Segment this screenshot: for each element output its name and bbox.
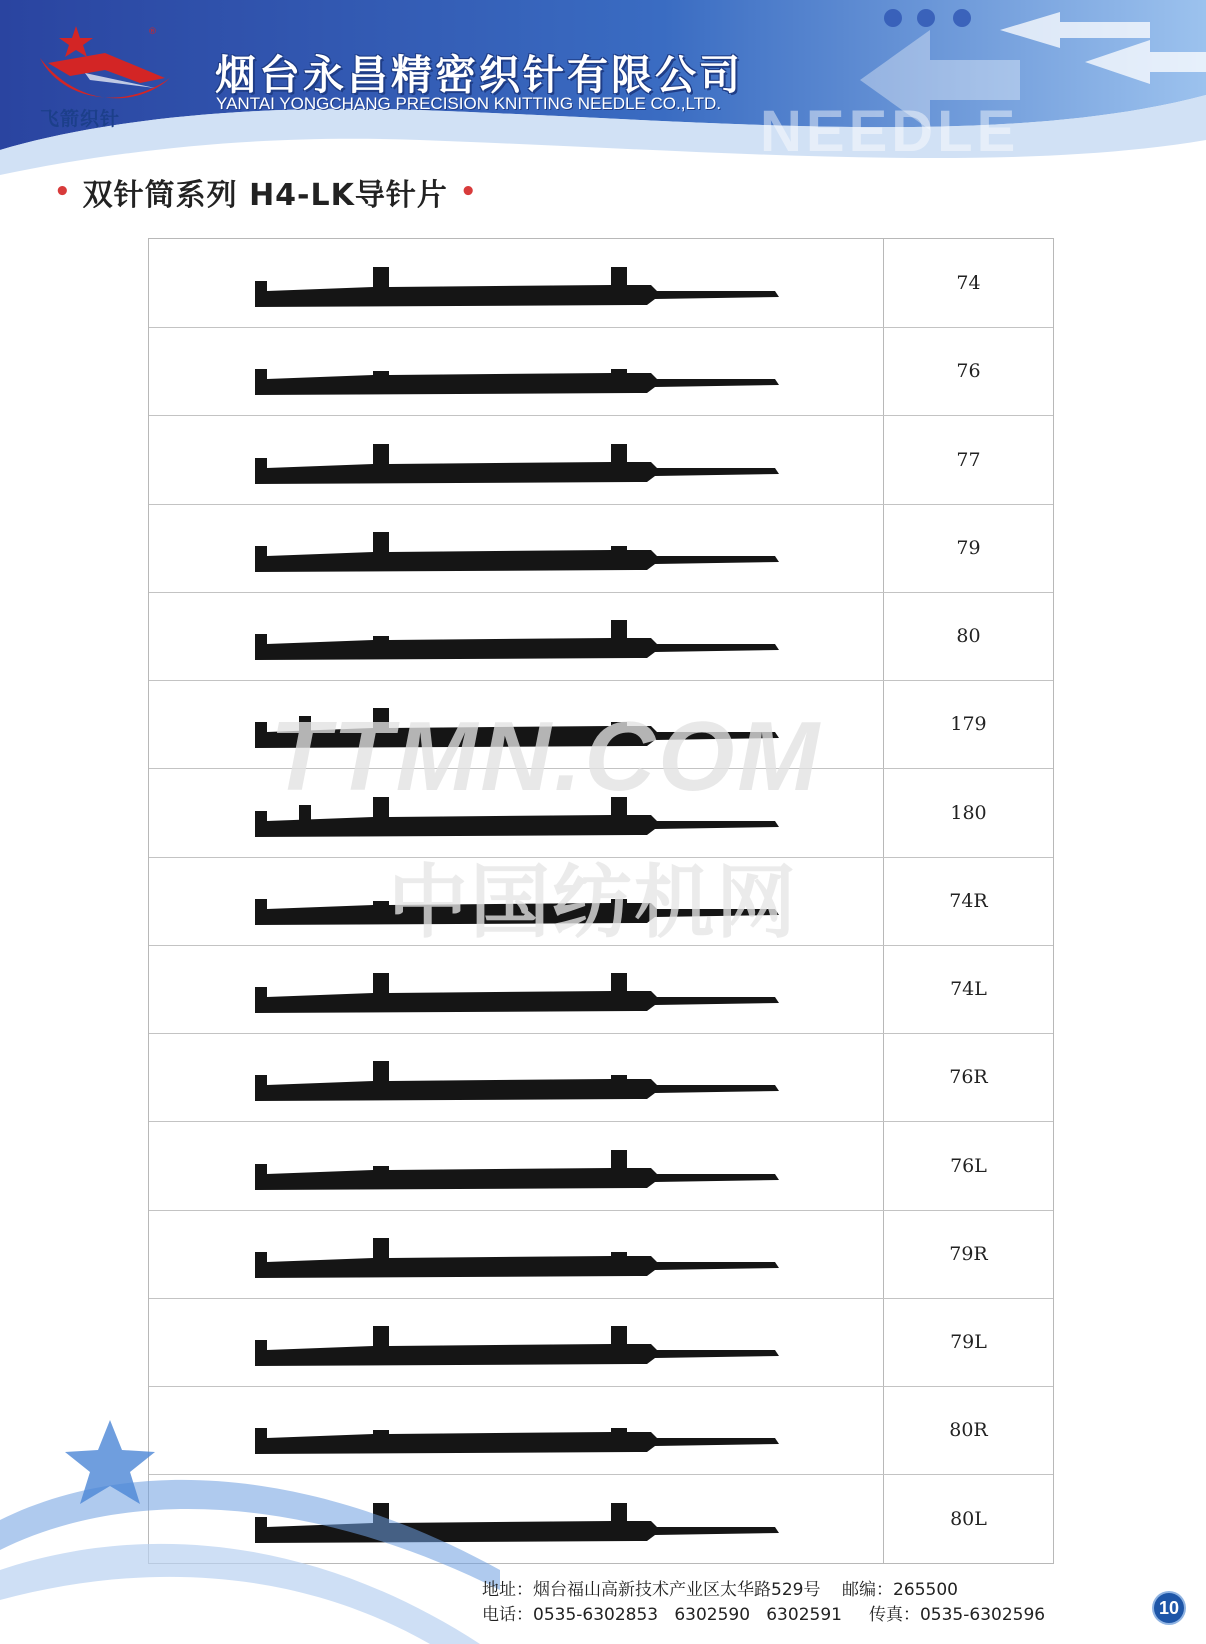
table-row [149, 945, 1053, 1034]
needle-code: 79R [949, 1242, 988, 1265]
needle-code: 80R [949, 1419, 988, 1442]
needle-illustration [255, 510, 815, 586]
table-row [149, 504, 1053, 593]
needle-shape [255, 1150, 779, 1190]
needle-illustration [255, 598, 815, 674]
needle-code: 74 [956, 272, 981, 294]
needle-shape [255, 973, 779, 1013]
logo-caption: 飞箭织针 [40, 108, 121, 130]
needle-code: 74R [949, 889, 988, 912]
needle-shape [255, 1238, 779, 1278]
needle-illustration [255, 422, 815, 498]
needle-code: 79L [950, 1331, 987, 1353]
watermark-cn: 中国纺机网 [388, 856, 798, 949]
needle-code: 80L [950, 1507, 987, 1530]
table-row [149, 1033, 1053, 1122]
needle-illustration [255, 1304, 815, 1380]
footer-phone: 电话：0535-6302853 6302590 6302591 传真：0535-6302596 [482, 1605, 1046, 1625]
needle-shape [255, 1061, 779, 1101]
needle-code: 80 [956, 625, 981, 647]
table-row [149, 327, 1053, 416]
svg-text:®: ® [148, 27, 157, 37]
needle-code: 180 [950, 801, 987, 824]
needle-code: 76R [949, 1066, 988, 1089]
needle-shape [255, 620, 779, 660]
table-row [149, 1210, 1053, 1299]
decorative-swoosh [0, 1400, 500, 1644]
needle-code: 76L [950, 1154, 987, 1177]
footer-address: 地址：烟台福山高新技术产业区太华路529号 邮编：265500 [482, 1580, 958, 1600]
needle-shape [255, 444, 779, 484]
needle-code: 74L [950, 978, 987, 1000]
table-row [149, 592, 1053, 681]
table-row [149, 239, 1053, 328]
section-title [42, 172, 489, 212]
table-row [149, 416, 1053, 505]
needle-illustration [255, 1128, 815, 1204]
needle-shape [255, 369, 779, 395]
needle-shape [255, 267, 779, 307]
needle-illustration [255, 1216, 815, 1292]
header-banner [0, 0, 1206, 175]
company-name-en: YANTAI YONGCHANG PRECISION KNITTING NEEDLE CO.,LTD. [216, 94, 722, 113]
title-bullet-right: • [459, 177, 477, 207]
needle-illustration [255, 245, 815, 321]
needle-code: 77 [956, 448, 981, 471]
company-name-cn: 烟台永昌精密织针有限公司 [215, 51, 743, 99]
needle-code: 179 [950, 713, 987, 736]
title-bullet-left: • [54, 177, 71, 207]
table-row [149, 1298, 1053, 1387]
needle-illustration [255, 333, 815, 409]
page-title: 双针筒系列 H4-LK导针片 [82, 178, 448, 213]
banner-word: NEEDLE [760, 99, 1020, 164]
needle-shape [255, 532, 779, 572]
needle-shape [255, 1326, 779, 1366]
page-number: 10 [1154, 1593, 1184, 1623]
watermark-en: TTMN.COM [270, 701, 822, 811]
table-row [149, 1122, 1053, 1211]
needle-illustration [255, 951, 815, 1027]
needle-illustration [255, 1039, 815, 1115]
needle-code: 79 [956, 536, 981, 559]
needle-code: 76 [956, 360, 981, 383]
